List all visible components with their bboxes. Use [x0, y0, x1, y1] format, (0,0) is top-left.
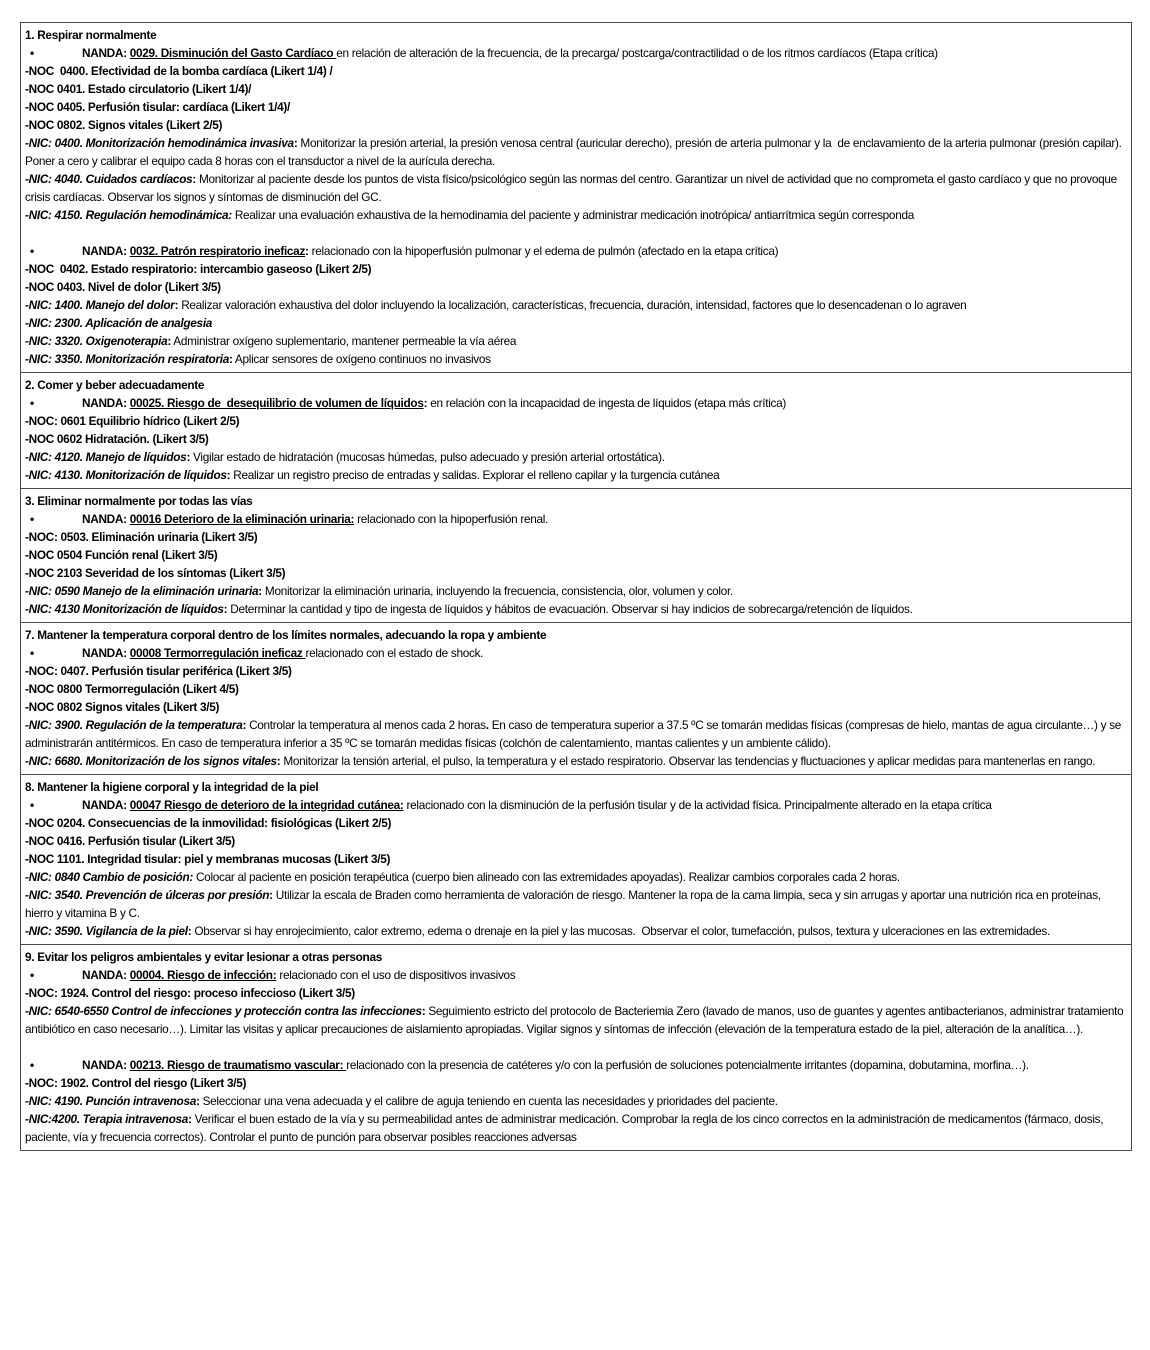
- text-run: relacionado con la hipoperfusión pulmonar y el edema de pulmón (afectado en la etapa crítica): [308, 244, 779, 258]
- nanda-bullet-item: [25, 242, 1125, 260]
- text-run: 00025. Riesgo de desequilibrio de volumen de líquidos: [129, 396, 424, 410]
- text-run: En caso de temperatura superior a 37.5 ºC se tomarán medidas físicas (compresas de hielo, mantas de agua circulante…) y se administrarán antitérmicos. En caso de temperatura inferior a 35 ºC se tomarán medidas físicas (colchón de calentamiento, mantas calientes y un ambiente cálido).: [25, 718, 1125, 750]
- text-run: -NIC: 3350. Monitorización respiratoria: [25, 352, 229, 366]
- detail-line: [25, 466, 1125, 484]
- text-run: -NOC 0802. Signos vitales (Likert 2/5): [25, 118, 223, 132]
- text-run: Vigilar estado de hidratación (mucosas húmedas, pulso adecuado y presión arterial ortostática).: [190, 450, 665, 464]
- section-title: [25, 948, 1125, 966]
- text-run: relacionado con el uso de dispositivos invasivos: [276, 968, 516, 982]
- text-run: -NOC 0416. Perfusión tisular (Likert 3/5): [25, 834, 235, 848]
- text-run: -NOC: 0503. Eliminación urinaria (Likert 3/5): [25, 530, 258, 544]
- text-run: -NIC: 4150. Regulación hemodinámica:: [25, 208, 232, 222]
- text-run: :: [167, 334, 171, 348]
- text-run: -NIC: 3900. Regulación de la temperatura: [25, 718, 243, 732]
- detail-line: [25, 680, 1125, 698]
- detail-line: [25, 98, 1125, 116]
- text-run: relacionado con el estado de shock.: [305, 646, 484, 660]
- text-run: :: [174, 298, 179, 312]
- detail-line: [25, 886, 1125, 922]
- detail-line: [25, 662, 1125, 680]
- detail-line: [25, 814, 1125, 832]
- text-run: -NOC: 1924. Control del riesgo: proceso infeccioso (Likert 3/5): [25, 986, 355, 1000]
- text-run: 00004. Riesgo de infección:: [129, 968, 277, 982]
- detail-line: [25, 80, 1125, 98]
- text-run: relacionado con la presencia de catéteres y/o con la perfusión de soluciones potencialmente irritantes (dopamina, dobutamina, morfina…).: [346, 1058, 1029, 1072]
- text-run: -NOC 0400. Efectividad de la bomba cardíaca (Likert 1/4) /: [25, 64, 333, 78]
- text-run: NANDA:: [82, 46, 130, 60]
- text-run: -NIC: 0400. Monitorización hemodinámica invasiva: [25, 136, 294, 150]
- text-run: 0032. Patrón respiratorio ineficaz: [129, 244, 306, 258]
- bullet-icon: •: [30, 46, 34, 60]
- text-run: Seguimiento estricto del protocolo de Bacteriemia Zero (lavado de manos, uso de guantes y agentes antibacterianos, administrar tratamiento antibiótico en caso necesario…). Limitar las visitas y aplicar precauciones de aislamiento apropiadas. Vigilar signos y síntomas de infección (elevación de la temperatura estado de la piel, alteración de la analítica…).: [25, 1004, 1127, 1036]
- text-run: Monitorizar la tensión arterial, el pulso, la temperatura y el estado respiratorio. Observar las tendencias y fluctuaciones y aplicar medidas para mantenerlas en rango.: [280, 754, 1096, 768]
- text-run: .: [485, 718, 489, 732]
- text-run: :: [186, 450, 191, 464]
- text-run: -NIC: 3590. Vigilancia de la piel: [25, 924, 188, 938]
- detail-line: [25, 868, 1125, 886]
- text-run: Aplicar sensores de oxígeno continuos no invasivos: [232, 352, 491, 366]
- nanda-bullet-item: [25, 510, 1125, 528]
- detail-line: [25, 850, 1125, 868]
- text-run: NANDA:: [82, 244, 130, 258]
- text-run: -NIC:4200. Terapia intravenosa: [25, 1112, 188, 1126]
- text-run: -NIC: 4130 Monitorización de líquidos: [25, 602, 224, 616]
- bullet-icon: •: [30, 512, 34, 526]
- text-run: :: [192, 172, 196, 186]
- text-run: Realizar valoración exhaustiva del dolor incluyendo la localización, características, frecuencia, duración, intensidad, factores que lo desencadenan o lo agraven: [178, 298, 967, 312]
- bullet-icon: •: [30, 244, 34, 258]
- detail-line: [25, 698, 1125, 716]
- nanda-bullet-item: [25, 966, 1125, 984]
- text-run: :: [226, 468, 231, 482]
- table-row-temperatura-corporal: [21, 622, 1131, 774]
- text-run: -NOC: 0601 Equilibrio hídrico (Likert 2/5): [25, 414, 240, 428]
- detail-line: [25, 430, 1125, 448]
- text-run: Realizar una evaluación exhaustiva de la hemodinamia del paciente y administrar medicación inotrópica/ antiarrítmica según corresponda: [231, 208, 914, 222]
- detail-line: [25, 170, 1125, 206]
- table-row-eliminar-normalmente: [21, 488, 1131, 622]
- text-run: :: [242, 718, 247, 732]
- text-run: Utilizar la escala de Braden como herramienta de valoración de riesgo. Mantener la ropa de la cama limpia, seca y sin arrugas y aportar una nutrición rica en proteínas, hierro y vitamina B y C.: [25, 888, 1104, 920]
- text-run: :: [423, 396, 428, 410]
- table-row-respirar-normalmente: [21, 23, 1131, 372]
- text-run: -NOC 1101. Integridad tisular: piel y membranas mucosas (Likert 3/5): [25, 852, 391, 866]
- text-run: 0029. Disminución del Gasto Cardíaco: [129, 46, 337, 60]
- text-run: relacionado con la disminución de la perfusión tisular y de la actividad física. Principalmente alterado en la etapa crítica: [403, 798, 992, 812]
- detail-line: [25, 564, 1125, 582]
- text-run: 00008 Termorregulación ineficaz: [129, 646, 306, 660]
- detail-line: [25, 922, 1125, 940]
- nanda-bullet-item: [25, 796, 1125, 814]
- text-run: -NOC 0802 Signos vitales (Likert 3/5): [25, 700, 220, 714]
- text-run: en relación de alteración de la frecuencia, de la precarga/ postcarga/contractilidad o de los ritmos cardíacos (Etapa crítica): [336, 46, 938, 60]
- blank-line: [25, 1038, 1125, 1056]
- text-run: Colocar al paciente en posición terapéutica (cuerpo bien alineado con las extremidades apoyadas). Realizar cambios corporales cada 2 horas.: [192, 870, 900, 884]
- text-run: Monitorizar la presión arterial, la presión venosa central (auricular derecho), presión de arteria pulmonar y la de enclavamiento de la arteria pulmonar (presión capilar). Poner a cero y calibrar el equipo cada 8 horas con el transductor a nivel de la aurícula derecha.: [25, 136, 1125, 168]
- blank-line: [25, 224, 1125, 242]
- text-run: :: [228, 352, 233, 366]
- bullet-icon: •: [30, 1058, 34, 1072]
- text-run: -NIC: 4040. Cuidados cardíacos: [25, 172, 193, 186]
- text-run: NANDA:: [82, 1058, 130, 1072]
- text-run: Administrar oxígeno suplementario, mantener permeable la vía aérea: [170, 334, 517, 348]
- section-title: [25, 778, 1125, 796]
- detail-line: [25, 1002, 1125, 1038]
- table-row-evitar-peligros-ambientales: [21, 944, 1131, 1150]
- detail-line: [25, 984, 1125, 1002]
- text-run: :: [421, 1004, 426, 1018]
- text-run: en relación con la incapacidad de ingesta de líquidos (etapa más crítica): [427, 396, 787, 410]
- text-run: -NOC: 1902. Control del riesgo (Likert 3/5): [25, 1076, 247, 1090]
- text-run: 8. Mantener la higiene corporal y la integridad de la piel: [25, 780, 319, 794]
- text-run: Seleccionar una vena adecuada y el calibre de aguja teniendo en cuenta las necesidades y prioridades del paciente.: [199, 1094, 778, 1108]
- text-run: :: [187, 924, 192, 938]
- text-run: 7. Mantener la temperatura corporal dentro de los límites normales, adecuando la ropa y ambiente: [25, 628, 547, 642]
- text-run: relacionado con la hipoperfusión renal.: [354, 512, 549, 526]
- detail-line: [25, 546, 1125, 564]
- section-title: [25, 626, 1125, 644]
- text-run: -NOC 2103 Severidad de los síntomas (Likert 3/5): [25, 566, 286, 580]
- text-run: :: [223, 602, 228, 616]
- bullet-icon: •: [30, 968, 34, 982]
- text-run: 3. Eliminar normalmente por todas las vías: [25, 494, 253, 508]
- detail-line: [25, 296, 1125, 314]
- text-run: -NIC: 2300. Aplicación de analgesia: [25, 316, 213, 330]
- table-row-higiene-e-integridad-piel: [21, 774, 1131, 944]
- detail-line: [25, 1110, 1125, 1146]
- detail-line: [25, 832, 1125, 850]
- text-run: Controlar la temperatura al menos cada 2 horas: [246, 718, 486, 732]
- detail-line: [25, 332, 1125, 350]
- text-run: Observar si hay enrojecimiento, calor extremo, edema o drenaje en la piel y las mucosas. Observar el color, tumefacción, pulsos, textura y ulceraciones en las extremidades.: [191, 924, 1050, 938]
- text-run: :: [195, 1094, 200, 1108]
- text-run: -NIC: 0840 Cambio de posición:: [25, 870, 193, 884]
- text-run: 00047 Riesgo de deterioro de la integridad cutánea:: [129, 798, 404, 812]
- text-run: -NIC: 6540-6550 Control de infecciones y protección contra las infecciones: [25, 1004, 422, 1018]
- text-run: 2. Comer y beber adecuadamente: [25, 378, 205, 392]
- text-run: -NOC 0602 Hidratación. (Likert 3/5): [25, 432, 209, 446]
- detail-line: [25, 206, 1125, 224]
- text-run: 9. Evitar los peligros ambientales y evitar lesionar a otras personas: [25, 950, 382, 964]
- section-title: [25, 26, 1125, 44]
- text-run: :: [276, 754, 281, 768]
- detail-line: [25, 752, 1125, 770]
- text-run: -NOC 0405. Perfusión tisular: cardíaca (Likert 1/4)/: [25, 100, 291, 114]
- text-run: :: [305, 244, 309, 258]
- text-run: 00016 Deterioro de la eliminación urinaria:: [129, 512, 355, 526]
- section-title: [25, 492, 1125, 510]
- text-run: -NIC: 1400. Manejo del dolor: [25, 298, 175, 312]
- text-run: -NOC: 0407. Perfusión tisular periférica (Likert 3/5): [25, 664, 292, 678]
- text-run: -NOC 0401. Estado circulatorio (Likert 1/4)/: [25, 82, 252, 96]
- section-title: [25, 376, 1125, 394]
- text-run: -NOC 0403. Nivel de dolor (Likert 3/5): [25, 280, 221, 294]
- text-run: -NOC 0800 Termorregulación (Likert 4/5): [25, 682, 239, 696]
- text-run: 00213. Riesgo de traumatismo vascular:: [129, 1058, 347, 1072]
- text-run: -NIC: 4190. Punción intravenosa: [25, 1094, 196, 1108]
- detail-line: [25, 1074, 1125, 1092]
- text-run: Realizar un registro preciso de entradas y salidas. Explorar el relleno capilar y la turgencia cutánea: [230, 468, 720, 482]
- text-run: :: [188, 1112, 192, 1126]
- text-run: NANDA:: [82, 646, 130, 660]
- nanda-bullet-item: [25, 1056, 1125, 1074]
- detail-line: [25, 448, 1125, 466]
- text-run: :: [258, 584, 262, 598]
- bullet-icon: •: [30, 396, 34, 410]
- detail-line: [25, 260, 1125, 278]
- nanda-bullet-item: [25, 644, 1125, 662]
- detail-line: [25, 134, 1125, 170]
- detail-line: [25, 1092, 1125, 1110]
- text-run: NANDA:: [82, 512, 130, 526]
- detail-line: [25, 412, 1125, 430]
- text-run: -NIC: 4130. Monitorización de líquidos: [25, 468, 227, 482]
- bullet-icon: •: [30, 798, 34, 812]
- text-run: -NIC: 3320. Oxigenoterapia: [25, 334, 168, 348]
- text-run: -NOC 0402. Estado respiratorio: intercambio gaseoso (Likert 2/5): [25, 262, 372, 276]
- care-plan-table: [20, 22, 1132, 1151]
- detail-line: [25, 62, 1125, 80]
- detail-line: [25, 582, 1125, 600]
- detail-line: [25, 314, 1125, 332]
- detail-line: [25, 528, 1125, 546]
- detail-line: [25, 600, 1125, 618]
- detail-line: [25, 716, 1125, 752]
- detail-line: [25, 350, 1125, 368]
- text-run: :: [293, 136, 298, 150]
- text-run: Monitorizar al paciente desde los puntos de vista físico/psicológico según las normas del centro. Garantizar un nivel de actividad que no comprometa el gasto cardíaco y que no provoque crisis cardíacas. Observar los signos y síntomas de disminución del GC.: [25, 172, 1120, 204]
- table-row-comer-y-beber: [21, 372, 1131, 488]
- bullet-icon: •: [30, 646, 34, 660]
- text-run: NANDA:: [82, 798, 130, 812]
- detail-line: [25, 116, 1125, 134]
- text-run: -NIC: 4120. Manejo de líquidos: [25, 450, 187, 464]
- text-run: -NIC: 6680. Monitorización de los signos vitales: [25, 754, 277, 768]
- text-run: -NOC 0204. Consecuencias de la inmovilidad: fisiológicas (Likert 2/5): [25, 816, 392, 830]
- text-run: NANDA:: [82, 396, 130, 410]
- nanda-bullet-item: [25, 394, 1125, 412]
- text-run: -NIC: 3540. Prevención de úlceras por presión: [25, 888, 270, 902]
- text-run: Determinar la cantidad y tipo de ingesta de líquidos y hábitos de evacuación. Observar si hay indicios de sobrecarga/retención de líquidos.: [227, 602, 913, 616]
- detail-line: [25, 278, 1125, 296]
- text-run: NANDA:: [82, 968, 130, 982]
- text-run: 1. Respirar normalmente: [25, 28, 157, 42]
- text-run: Monitorizar la eliminación urinaria, incluyendo la frecuencia, consistencia, olor, volumen y color.: [261, 584, 733, 598]
- text-run: -NIC: 0590 Manejo de la eliminación urinaria: [25, 584, 259, 598]
- text-run: :: [269, 888, 273, 902]
- nanda-bullet-item: [25, 44, 1125, 62]
- text-run: Verificar el buen estado de la vía y su permeabilidad antes de administrar medicación. Comprobar la regla de los cinco correctos en la administración de medicamentos (fármaco, dosis, paciente, vía y frecuencia correctos). Controlar el punto de punción para observar posibles reacciones adversas: [25, 1112, 1107, 1144]
- text-run: -NOC 0504 Función renal (Likert 3/5): [25, 548, 218, 562]
